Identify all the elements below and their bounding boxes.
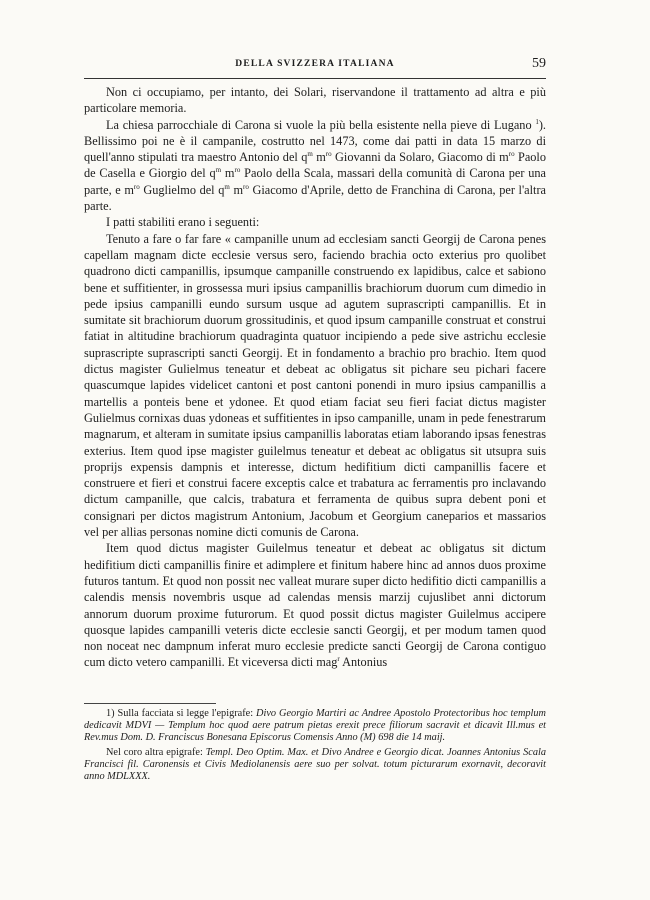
- text-run: Paolo della Scala, massari della comunità di Carona per una parte, e m: [84, 166, 546, 197]
- superscript: m: [307, 150, 313, 159]
- text-run: m: [221, 166, 235, 181]
- page-header: [84, 56, 546, 76]
- text-run: Guglielmo del q: [139, 182, 225, 197]
- page-number: 59: [532, 56, 546, 71]
- text-run: ). Bellissimo poi ne è il campanile, costrutto nel 1473, come dai patti in data 15 marzo di quell'anno stipulati tra maestro Antonio del q: [84, 117, 546, 165]
- header-rule: [84, 78, 546, 79]
- superscript: ro: [325, 150, 332, 159]
- text-run: Tenuto a fare o far fare « campanille unum ad ecclesiam sancti Georgij de Carona penes capellam magnam dicte ecclesie versus sero, faciendo brachia octo exterius pro quolibet quadrono dicti campanillis, ipsumque campanille construendo ex lapidibus, calce et sabiono bene et suffitienter, in grossessa muri ipsius campanillis brachiorum duorum cum dimedio in pede ipsius campanilli eundo sursum usque ad agutem suprascripti campanillis. Et in sumitate sit brachiorum duorum grossitudinis, et quod ipsum campanille construat et construi fatiat in altitudine brachiorum quadraginta quatuor incipiendo a pede sive astrichu ecclesie suprascripte suprascripti sancti Georgij. Et in fondamento a brachio pro brachio. Item quod dictus magister Gulielmus teneatur et debeat ac obligatus sit pichare seu pichari facere quascumque lapides videlicet cantoni et post cantoni ponendi in muro ipsius campanillis a martellis a ponteis bene et ydonee. Et quod etiam faciat seu fieri faciat dictus magister Gulielmus cornixas duas ydoneas et suffitientes in ipso campanille, unam in pede fenestrarum magnarum, et alteram in sumitate ipsius campanillis laboratas etiam laborando ipsas fenestras exterius. Item quod ipse magister guilelmus teneatur et debeat ac obligatus sit utsupra suis proprijs expensis dampnis et interesse, dictum hedifitium dicti campanillis facere et construere et fieri et construi facere exceptis calce et trabatura ac ferramentis pro inclavando dictum campanille, que calcis, trabatura et ferramenta de quibus supra debent poni et consignari per dictos magistrum Antonium, Jacobum et Georgium caneparios et massarios vel per allias personas nomine dicti comunis de Carona.: [84, 231, 546, 540]
- paragraph: [84, 231, 546, 541]
- text-run: Non ci occupiamo, per intanto, dei Solari, riservandone il trattamento ad altra e più particolare memoria.: [84, 85, 546, 116]
- footnote-rule: [84, 703, 216, 704]
- footnotes: [84, 708, 546, 783]
- text-run: Giovanni da Solaro, Giacomo di m: [331, 150, 509, 165]
- text-run: Divo Georgio Martiri ac Andree Apostolo Protectoribus hoc templum dedicavit MDVI — Templum hoc quod aere patrum pietas erexit prece filiorum sacravit et dicavit Ill.mus et Rev.mus Dom. D. Franciscus Bonesana Episcorus Comensis Anno (M) 698 die 14 maij.: [84, 708, 546, 744]
- superscript: r: [337, 655, 340, 664]
- paragraph: [84, 117, 546, 215]
- text-run: Item quod dictus magister Guilelmus teneatur et debeat ac obligatus sit dictum hedifitium dicti campanillis finire et adimplere et finitum habere hinc ad annos duos proxime futuros tantum. Et quod non possit nec valleat murare super dicto hedifitio dicti campanillis a calendis mensis novembris usque ad calendas mensis marzij cujuslibet anni dictorum annorum duorum proxime futurorum. Et quod possit dictus magister Guilelmus accipere quosque lapides campanilli veteris dicte ecclesie sancti Georgij, et per modum tamen quod non noceat nec dampnum inferat muro ecclesie predicte sancti Georgij de Carona contiguo cum dicto vetero campanilli. Et viceversa dicti mag: [84, 541, 546, 670]
- text-run: Giacomo d'Aprile, detto de Franchina di Carona, per l'altra parte.: [84, 182, 547, 214]
- text-run: Templ. Deo Optim. Max. et Divo Andree e Georgio dicat. Joannes Antonius Scala Francisci fil. Caronensis et Civis Mediolanensis aere suo per solvat. totum picturarum exornavit, decoravit anno MDLXXX.: [84, 746, 547, 783]
- text-run: I patti stabiliti erano i seguenti:: [106, 215, 260, 230]
- text-run: m: [229, 182, 244, 197]
- superscript: m: [215, 166, 222, 175]
- superscript: ro: [508, 150, 515, 159]
- text-run: Antonius: [339, 655, 388, 670]
- text-run: 1) Sulla facciata si legge l'epigrafe:: [106, 708, 257, 719]
- text-run: Paolo de Casella e Giorgio del q: [84, 150, 546, 181]
- paragraph: [84, 84, 546, 117]
- paragraph: [84, 540, 546, 670]
- superscript: ro: [133, 182, 140, 191]
- superscript: ro: [234, 166, 241, 175]
- footnote: [84, 747, 546, 784]
- footnote: [84, 708, 546, 745]
- paragraph: [84, 214, 546, 230]
- text-run: m: [312, 150, 326, 165]
- superscript: 1: [535, 117, 539, 126]
- text-run: Nel coro altra epigrafe:: [106, 746, 206, 758]
- running-head: DELLA SVIZZERA ITALIANA: [235, 59, 395, 69]
- body-text: [84, 84, 546, 671]
- superscript: m: [224, 182, 230, 191]
- superscript: ro: [243, 182, 249, 191]
- text-run: La chiesa parrocchiale di Carona si vuole la più bella esistente nella pieve di Lugano: [106, 117, 536, 132]
